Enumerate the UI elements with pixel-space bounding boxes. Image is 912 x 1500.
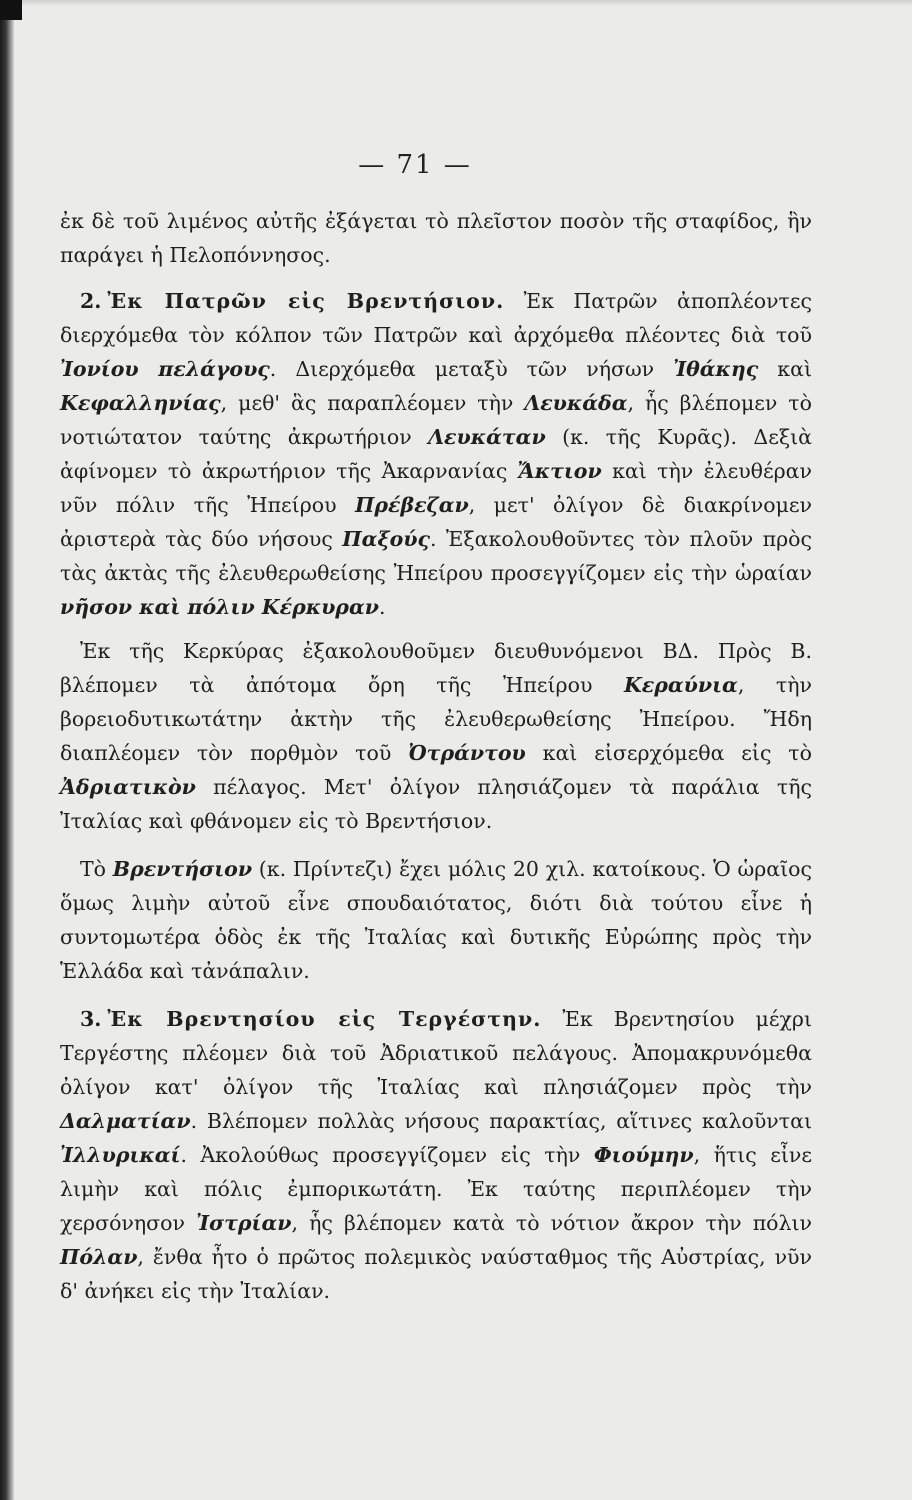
text-run: . [378,595,386,619]
place-name: Ὀτράντου [408,741,526,765]
page-number: — 71 — [358,150,472,180]
text-run: , ἔνθα ἦτο ὁ πρῶτος πολεμικὸς ναύσταθμος τῆς Αὐστρίας, νῦν δ' ἀνήκει εἰς τὴν Ἰταλίαν. [60,1245,812,1303]
place-name: Ἰονίου πελάγους [60,357,270,381]
text-run: Ἐκ τῆς Κερκύρας ἐξακολουθοῦμεν διευθυνόμενοι ΒΔ. Πρὸς Β. βλέπομεν τὰ ἀπότομα ὄρη τῆς Ἠπείρου [60,639,812,697]
section-heading: Ἐκ Πατρῶν εἰς Βρεντήσιον. [107,289,505,313]
text-run: , ἥτις εἶνε λιμὴν καὶ πόλις ἐμπορικωτάτη. Ἐκ ταύτης περιπλέομεν τὴν χερσόνησον [60,1143,813,1235]
paragraph-2-patras-brindisi [60,284,812,624]
place-name: Ἰθάκης [673,357,759,381]
text-run: , μετ' ὀλίγον δὲ διακρίνομεν ἀριστερὰ τὰς δύο νήσους [60,493,813,551]
place-name: Ἀδριατικὸν [60,775,196,799]
place-name: Φιούμην [593,1143,694,1167]
paragraph-4-brindisi [60,852,812,988]
book-spine-shadow [0,0,14,1500]
text-run: Ἐκ Βρεντησίου μέχρι Τεργέστης πλέομεν διὰ τοῦ Ἀδριατικοῦ πελάγους. Ἀπομακρυνόμεθα ὀλίγον κατ' ὀλίγον τῆς Ἰταλίας καὶ πλησιάζομεν πρὸς τὴν [60,1007,812,1099]
paragraph-5-brindisi-trieste [60,1002,812,1308]
place-name: Λευκάδα [524,391,628,415]
text-run: Τὸ [80,857,113,881]
text-run: , ἧς βλέπομεν τὸ νοτιώτατον ταύτης ἀκρωτήριον [60,391,812,449]
place-name: Δαλματίαν [60,1109,191,1133]
scan-corner-mark [0,0,22,20]
text-run: πέλαγος. Μετ' ὀλίγον πλησιάζομεν τὰ παράλια τῆς Ἰταλίας καὶ φθάνομεν εἰς τὸ Βρεντήσιον. [60,775,812,833]
page-top-shadow [0,0,912,6]
place-name: νῆσον καὶ πόλιν Κέρκυραν [60,595,379,619]
place-name: Λευκάταν [428,425,546,449]
place-name: Ἄκτιον [517,459,602,483]
place-name: Ἰλλυρικαί [60,1143,181,1167]
section-heading: Ἐκ Βρεντησίου εἰς Τεργέστην. [107,1007,542,1031]
text-run: . Ἀκολούθως προσεγγίζομεν εἰς τὴν [180,1143,594,1167]
text-run: καὶ εἰσερχόμεθα εἰς τὸ [525,741,812,765]
text-run: . Ἐξακολουθοῦντες τὸν πλοῦν πρὸς τὰς ἀκτὰς τῆς ἐλευθερωθείσης Ἠπείρου προσεγγίζομεν εἰς τὴν ὡραίαν [60,527,813,585]
place-name: Κεφαλληνίας [60,391,221,415]
place-name: Παξούς [342,527,430,551]
place-name: Βρεντήσιον [112,857,253,881]
body-text [60,204,812,1308]
paragraph-1: ἐκ δὲ τοῦ λιμένος αὐτῆς ἐξάγεται τὸ πλεῖστον ποσὸν τῆς σταφίδος, ἣν παράγει ἡ Πελοπόννησος. [60,209,812,267]
text-run: καὶ τὴν ἐλευθέραν νῦν πόλιν τῆς Ἠπείρου [60,459,812,517]
section-number: 2. [80,289,102,313]
text-run: . Βλέπομεν πολλὰς νήσους παρακτίας, αἵτινες καλοῦνται [190,1109,812,1133]
section-number: 3. [80,1007,102,1031]
text-run: (κ. τῆς Κυρᾶς). Δεξιὰ ἀφίνομεν τὸ ἀκρωτήριον τῆς Ἀκαρνανίας [60,425,812,483]
text-run: , μεθ' ἃς παραπλέομεν τὴν [220,391,525,415]
text-run: . Διερχόμεθα μεταξὺ τῶν νήσων [269,357,674,381]
paragraph-3-corfu-brindisi [60,634,812,838]
place-name: Πρέβεζαν [355,493,469,517]
text-run: καὶ [758,357,813,381]
text-run: (κ. Πρίντεζι) ἔχει μόλις 20 χιλ. κατοίκους. Ὁ ὡραῖος ὅμως λιμὴν αὐτοῦ εἶνε σπουδαιότατος, διότι διὰ τούτου εἶνε ἡ συντομωτέρα ὁδὸς ἐκ τῆς Ἰταλίας καὶ δυτικῆς Εὐρώπης πρὸς τὴν Ἑλλάδα καὶ τἀνάπαλιν. [60,857,812,983]
text-run: , τὴν βορειοδυτικωτάτην ἀκτὴν τῆς ἐλευθερωθείσης Ἠπείρου. Ἤδη διαπλέομεν τὸν πορθμὸν τοῦ [60,673,812,765]
place-name: Πόλαν [60,1245,138,1269]
text-run: , ἧς βλέπομεν κατὰ τὸ νότιον ἄκρον τὴν πόλιν [291,1211,812,1235]
place-name: Ἰστρίαν [196,1211,292,1235]
place-name: Κεραύνια [623,673,738,697]
text-run: Ἐκ Πατρῶν ἀποπλέοντες διερχόμεθα τὸν κόλπον τῶν Πατρῶν καὶ ἀρχόμεθα πλέοντες διὰ τοῦ [60,289,812,347]
